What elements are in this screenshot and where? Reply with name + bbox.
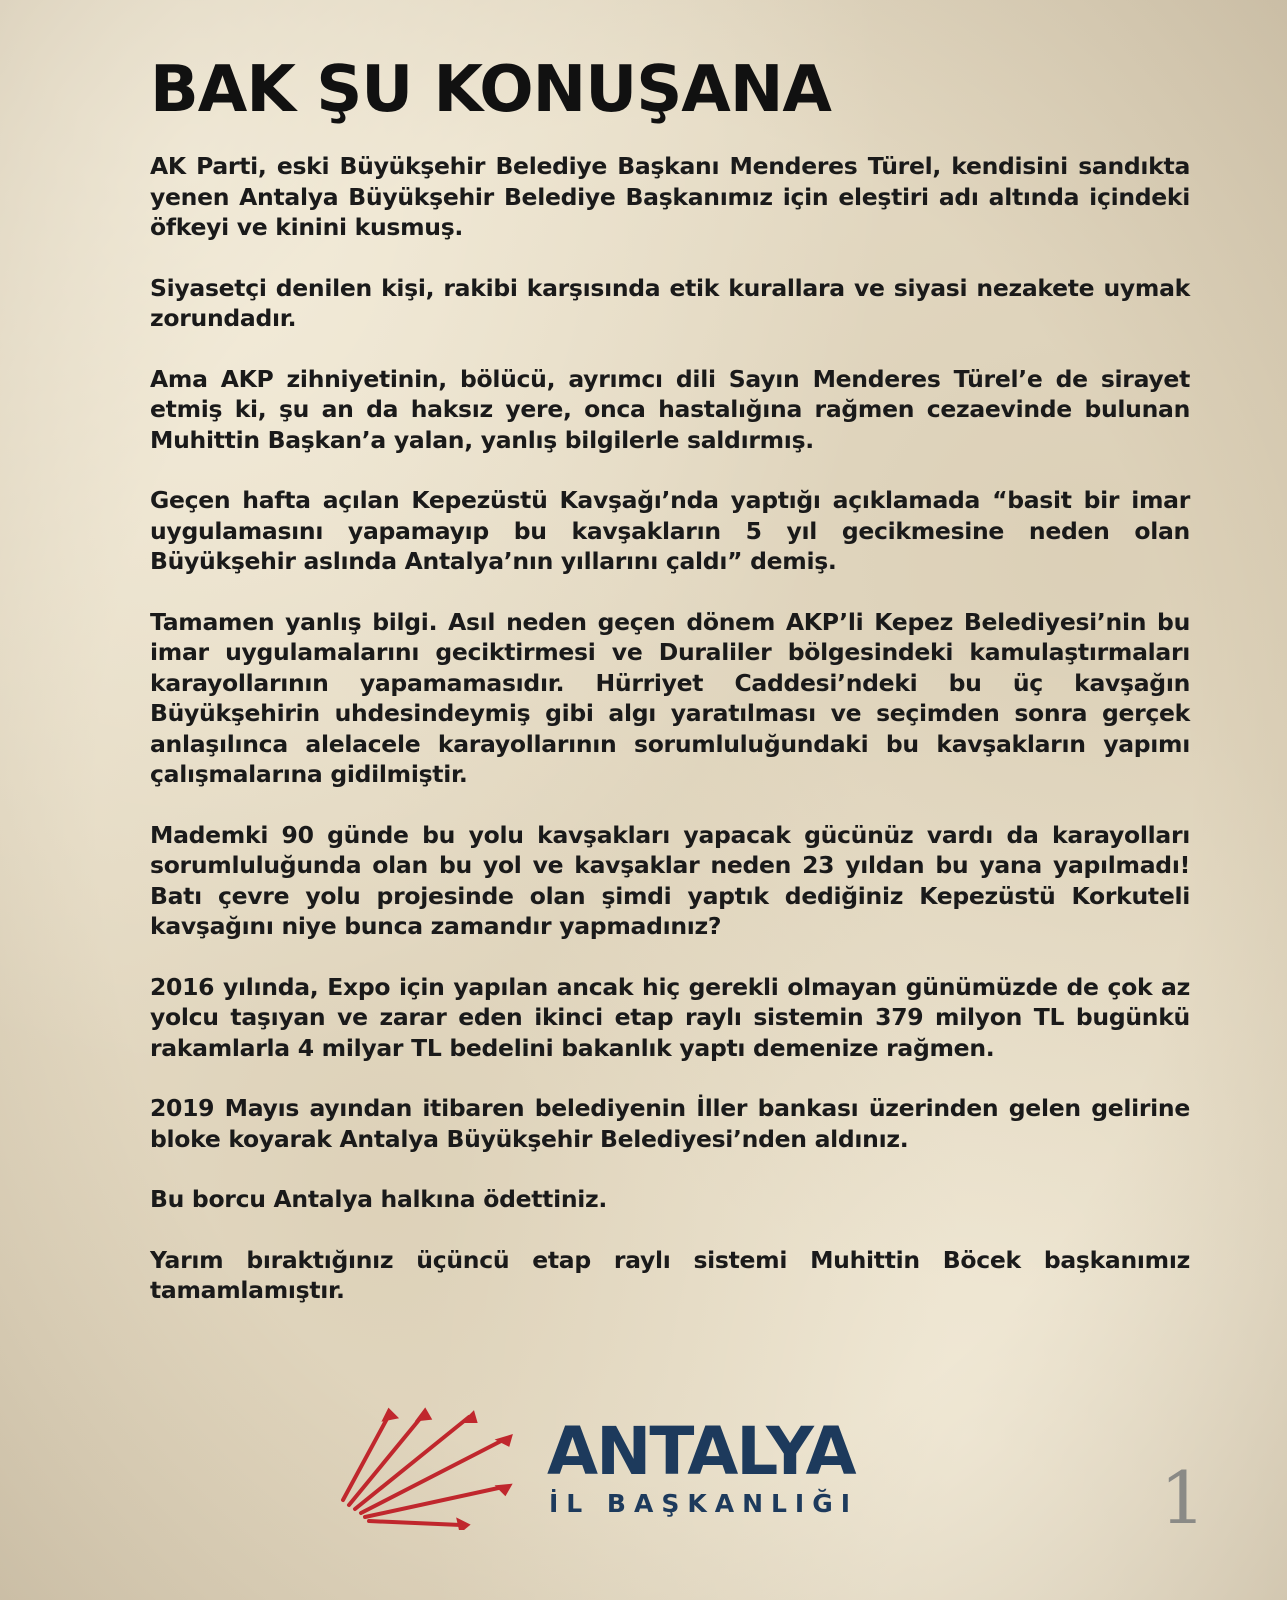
page-number: 1 bbox=[1160, 1456, 1206, 1540]
six-arrows-icon bbox=[335, 1405, 515, 1530]
paragraph-5: Tamamen yanlış bilgi. Asıl neden geçen dönem AKP’li Kepez Belediyesi’nin bu imar uygulamalarını geciktirmesi ve Duraliler bölgesindeki kamulaştırmaları karayollarının yapamamasıdır. Hürriyet Caddesi’ndeki bu üç kavşağın Büyükşehirin uhdesindeymiş gibi algı yaratılması ve seçimden sonra gerçek anlaşılınca alelacele karayollarının sorumluluğundaki bu kavşakların yapımı çalışmalarına gidilmiştir. bbox=[150, 607, 1190, 788]
paragraph-1: AK Parti, eski Büyükşehir Belediye Başkanı Menderes Türel, kendisini sandıkta yenen Antalya Büyükşehir Belediye Başkanımız için eleştiri adı altında içindeki öfkeyi ve kinini kusmuş. bbox=[150, 152, 1190, 241]
paragraph-6: Mademki 90 günde bu yolu kavşakları yapacak gücünüz vardı da karayolları sorumluluğunda olan bu yol ve kavşaklar neden 23 yıldan bu yana yapılmadı! Batı çevre yolu projesinde olan şimdi yaptık dediğiniz Kepezüstü Korkuteli kavşağını niye bunca zamandır yapmadınız? bbox=[150, 820, 1190, 940]
paragraph-9: Bu borcu Antalya halkına ödettiniz. bbox=[150, 1185, 608, 1213]
page-title: BAK ŞU KONUŞANA bbox=[150, 53, 831, 127]
logo-subtitle: İL BAŞKANLIĞI bbox=[549, 1489, 859, 1518]
paragraph-3: Ama AKP zihniyetinin, bölücü, ayrımcı dili Sayın Menderes Türel’e de sirayet etmiş ki, şu an da haksız yere, onca hastalığına rağmen cezaevinde bulunan Muhittin Başkan’a yalan, yanlış bilgilerle saldırmış. bbox=[150, 364, 1190, 454]
paragraph-4: Geçen hafta açılan Kepezüstü Kavşağı’nda yaptığı açıklamada “basit bir imar uygulamasını yapamayıp bu kavşakların 5 yıl gecikmesine neden olan Büyükşehir aslında Antalya’nın yıllarını çaldı” demiş. bbox=[150, 486, 1190, 575]
paragraph-8: 2019 Mayıs ayından itibaren belediyenin İller bankası üzerinden gelen gelirine bloke koyarak Antalya Büyükşehir Belediyesi’nden aldınız. bbox=[150, 1094, 1190, 1153]
party-logo bbox=[335, 1405, 915, 1535]
article-body bbox=[150, 151, 1190, 1336]
paragraph-7: 2016 yılında, Expo için yapılan ancak hiç gerekli olmayan günümüzde de çok az yolcu taşıyan ve zarar eden ikinci etap raylı sistemin 379 milyon TL bugünkü rakamlarla 4 milyar TL bedelini bakanlık yaptı demenize rağmen. bbox=[150, 972, 1190, 1062]
paragraph-2: Siyasetçi denilen kişi, rakibi karşısında etik kurallara ve siyasi nezakete uymak zorundadır. bbox=[150, 273, 1190, 332]
paragraph-10: Yarım bıraktığınız üçüncü etap raylı sistemi Muhittin Böcek başkanımız tamamlamıştır. bbox=[150, 1245, 1190, 1304]
logo-name: ANTALYA bbox=[547, 1413, 855, 1490]
